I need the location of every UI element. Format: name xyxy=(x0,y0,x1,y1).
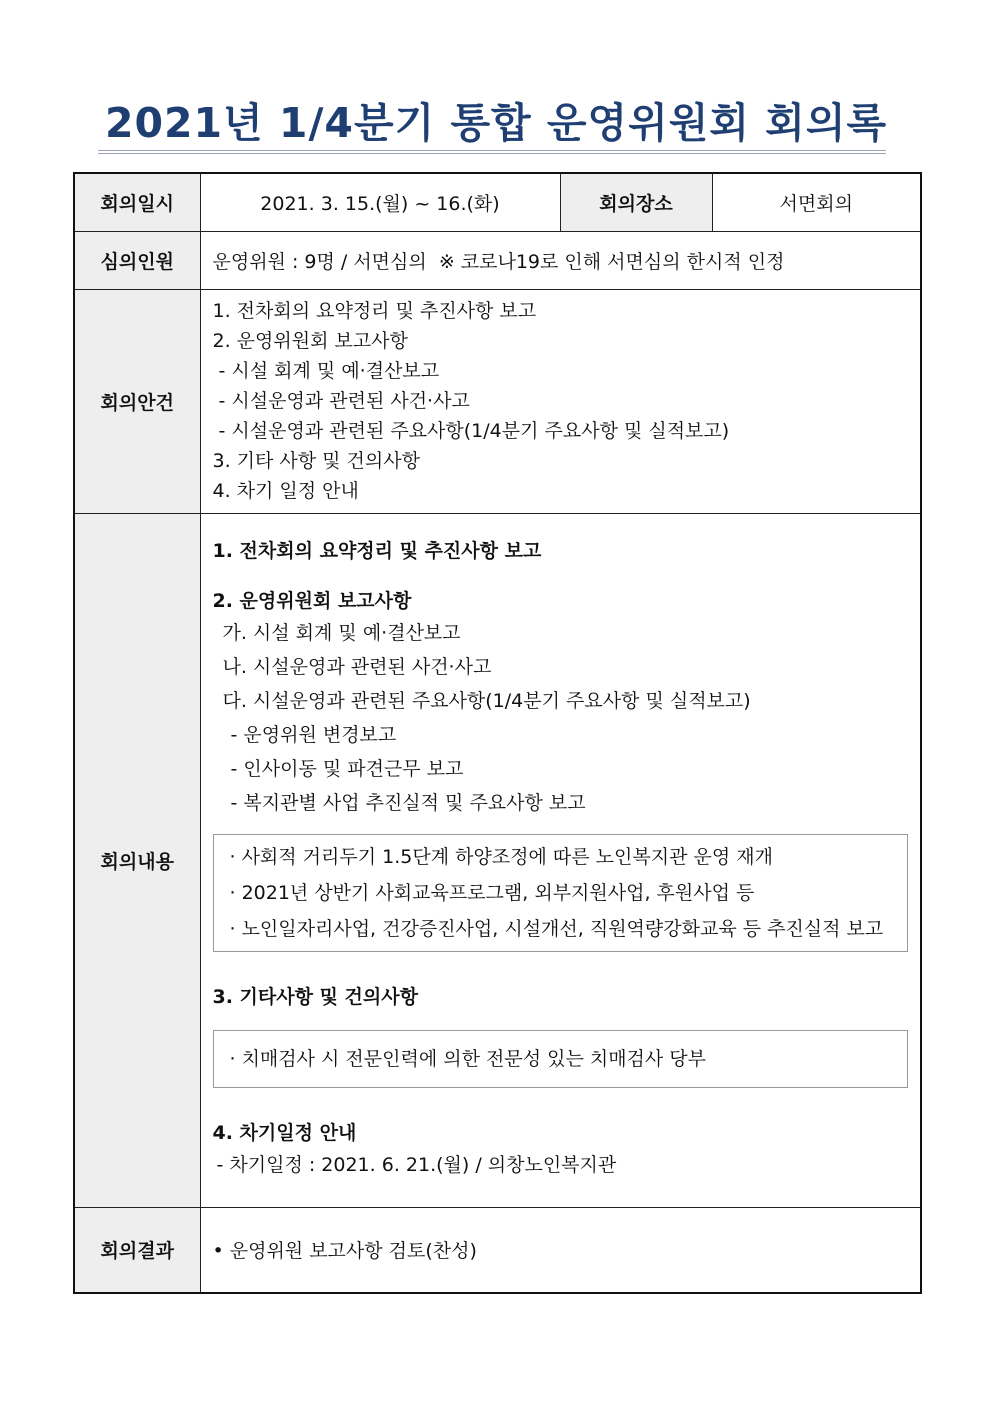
section-3-box xyxy=(213,1030,909,1088)
content-label: 회의내용 xyxy=(74,513,200,1207)
reviewers-label: 심의인원 xyxy=(74,231,200,289)
agenda-list xyxy=(200,289,921,513)
agenda-label: 회의안건 xyxy=(74,289,200,513)
page-title: 2021년 1/4분기 통합 운영위원회 회의록 xyxy=(104,99,888,147)
result-value: • 운영위원 보고사항 검토(찬성) xyxy=(200,1207,921,1293)
content-body xyxy=(200,513,921,1207)
agenda-item: 3. 기타 사항 및 건의사항 xyxy=(212,450,420,472)
meeting-date-value: 2021. 3. 15.(월) ~ 16.(화) xyxy=(200,173,560,231)
section-2-sub-item: - 운영위원 변경보고 xyxy=(230,723,397,746)
agenda-item: - 시설 회계 및 예·결산보고 xyxy=(212,360,440,382)
box-item: · 사회적 거리두기 1.5단계 하양조정에 따른 노인복지관 운영 재개 xyxy=(229,845,773,868)
section-2-sub-item: - 복지관별 사업 추진실적 및 주요사항 보고 xyxy=(230,791,586,814)
meeting-place-label: 회의장소 xyxy=(560,173,712,231)
agenda-item: 2. 운영위원회 보고사항 xyxy=(212,330,408,352)
section-4-item: - 차기일정 : 2021. 6. 21.(월) / 의창노인복지관 xyxy=(216,1153,617,1176)
section-4-title: 4. 차기일정 안내 xyxy=(212,1121,357,1144)
title-underline xyxy=(98,150,886,154)
section-2-title: 2. 운영위원회 보고사항 xyxy=(212,589,412,612)
section-2-sub-item: - 인사이동 및 파견근무 보고 xyxy=(230,757,464,780)
section-2-item: 가. 시설 회계 및 예·결산보고 xyxy=(222,621,461,644)
section-2-item: 나. 시설운영과 관련된 사건·사고 xyxy=(222,655,492,678)
agenda-item: - 시설운영과 관련된 사건·사고 xyxy=(212,390,470,412)
row-reviewers xyxy=(74,231,921,289)
minutes-table xyxy=(73,172,922,1294)
box-item: · 2021년 상반기 사회교육프로그램, 외부지원사업, 후원사업 등 xyxy=(229,881,755,904)
meeting-date-label: 회의일시 xyxy=(74,173,200,231)
section-3-title: 3. 기타사항 및 건의사항 xyxy=(212,985,418,1008)
agenda-item: 1. 전차회의 요약정리 및 추진사항 보고 xyxy=(212,300,537,322)
row-meeting-date xyxy=(74,173,921,231)
agenda-item: 4. 차기 일정 안내 xyxy=(212,480,359,502)
box-item: · 노인일자리사업, 건강증진사업, 시설개선, 직원역량강화교육 등 추진실적 보고 xyxy=(229,917,884,940)
row-result xyxy=(74,1207,921,1293)
row-content xyxy=(74,513,921,1207)
row-agenda xyxy=(74,289,921,513)
agenda-item: - 시설운영과 관련된 주요사항(1/4분기 주요사항 및 실적보고) xyxy=(212,420,730,442)
box-item: · 치매검사 시 전문인력에 의한 전문성 있는 치매검사 당부 xyxy=(229,1047,706,1070)
section-1-title: 1. 전차회의 요약정리 및 추진사항 보고 xyxy=(212,539,542,562)
result-label: 회의결과 xyxy=(74,1207,200,1293)
reviewers-value: 운영위원 : 9명 / 서면심의 ※ 코로나19로 인해 서면심의 한시적 인정 xyxy=(200,231,921,289)
section-2-item: 다. 시설운영과 관련된 주요사항(1/4분기 주요사항 및 실적보고) xyxy=(222,689,751,712)
section-2-box xyxy=(213,834,909,952)
meeting-place-value: 서면회의 xyxy=(712,173,921,231)
